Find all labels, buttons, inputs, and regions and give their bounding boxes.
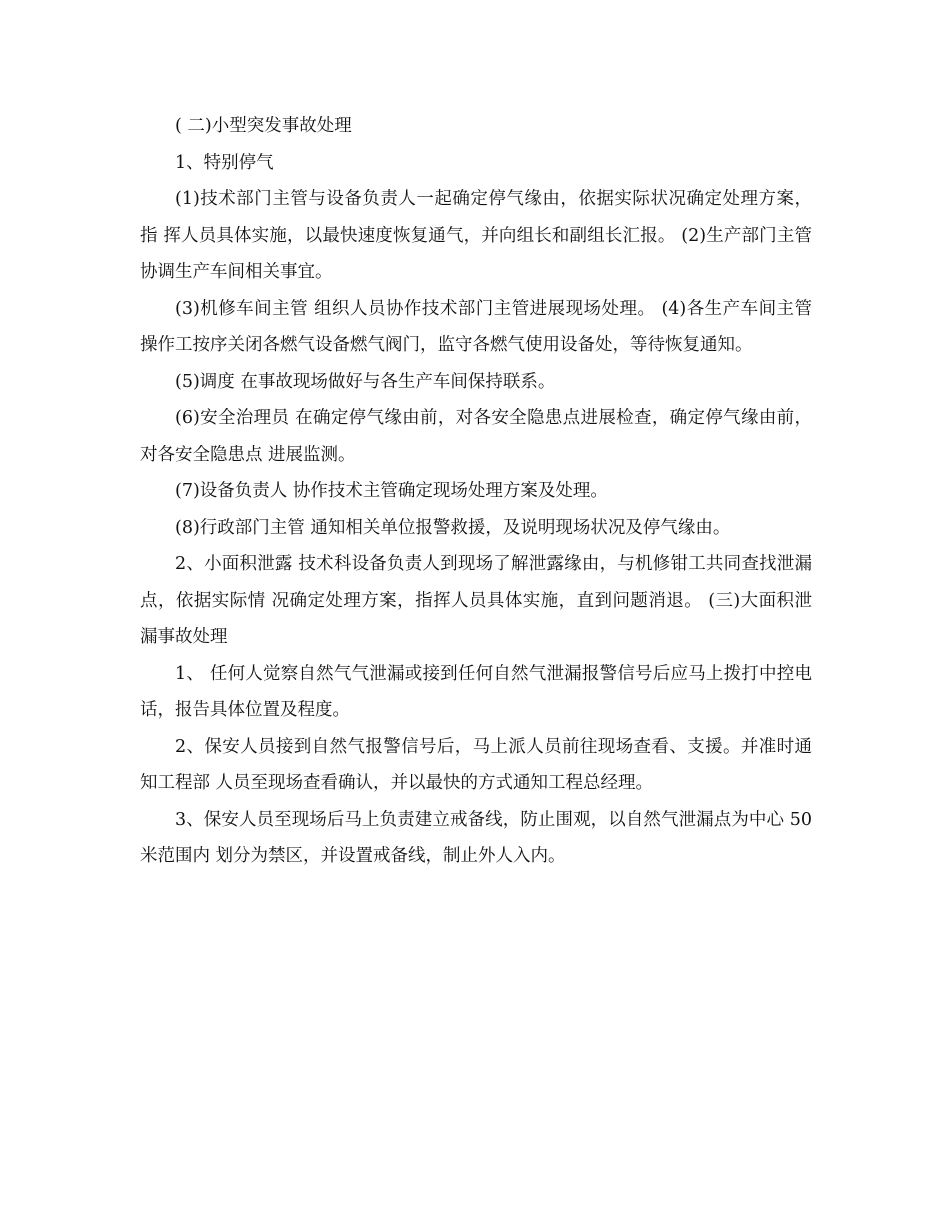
paragraph: 2、保安人员接到自然气报警信号后，马上派人员前往现场查看、支援。并准时通知工程部 人员至现场查看确认，并以最快的方式通知工程总经理。: [140, 736, 812, 793]
paragraph: (1)技术部门主管与设备负责人一起确定停气缘由，依据实际状况确定处理方案，指 挥人员具体实施，以最快速度恢复通气，并向组长和副组长汇报。 (2)生产部门主管协调生产车间相关事宜。: [140, 189, 812, 282]
paragraph: 1、 任何人觉察自然气气泄漏或接到任何自然气泄漏报警信号后应马上拨打中控电 话，报告具体位置及程度。: [140, 663, 818, 720]
paragraph: 2、小面积泄露 技术科设备负责人到现场了解泄露缘由，与机修钳工共同查找泄漏点，依据实际情 况确定处理方案，指挥人员具体实施，直到问题消退。 (三)大面积泄漏事故处理: [140, 554, 812, 647]
paragraph: (8)行政部门主管 通知相关单位报警救援，及说明现场状况及停气缘由。: [175, 517, 731, 538]
section-heading: ( 二)小型突发事故处理: [175, 116, 352, 136]
paragraph: (7)设备负责人 协作技术主管确定现场处理方案及处理。: [175, 481, 608, 501]
document-body: [140, 108, 818, 875]
paragraph: 3、保安人员至现场后马上负责建立戒备线，防止围观，以自然气泄漏点为中心 50 米范围内 划分为禁区，并设置戒备线，制止外人入内。: [140, 809, 818, 866]
subsection-heading: 1、特别停气: [175, 152, 274, 173]
paragraph: (3)机修车间主管 组织人员协作技术部门主管进展现场处理。 (4)各生产车间主管 操作工按序关闭各燃气设备燃气阀门，监守各燃气使用设备处，等待恢复通知。: [140, 298, 818, 355]
paragraph: (5)调度 在事故现场做好与各生产车间保持联系。: [175, 371, 556, 392]
paragraph: (6)安全治理员 在确定停气缘由前，对各安全隐患点进展检查，确定停气缘由前，对各安全隐患点 进展监测。: [140, 408, 812, 465]
